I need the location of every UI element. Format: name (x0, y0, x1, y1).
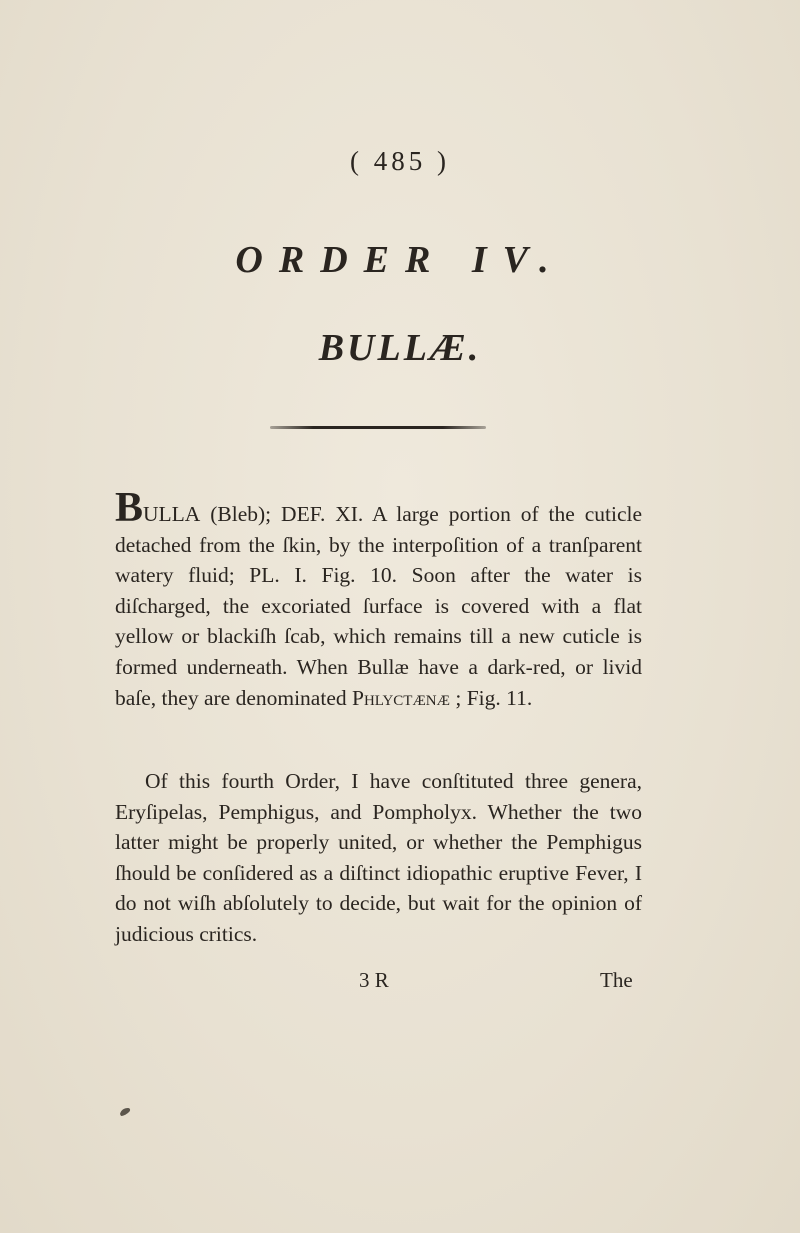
section-heading: BULLÆ. (318, 327, 482, 369)
definition-text-end: ; Fig. 11. (449, 685, 533, 710)
order-heading: ORDER IV. (235, 239, 565, 281)
ornamental-rule (270, 426, 486, 429)
definition-text: (Bleb); DEF. XI. A large portion of the cuticle detached from the ſkin, by the interpoſition of a tranſparent watery fluid; PL. I. Fig. 10. Soon after the water is diſcharged, the excoriated ſurface is covered with a flat yellow or blackiſh ſcab, which remains till a new cuticle is formed underneath. When Bullæ have a dark-red, or livid baſe, they are denominated (115, 502, 642, 710)
page-number: ( 485 ) (350, 146, 450, 176)
signature-mark: 3 R (359, 968, 389, 992)
drop-cap: B (115, 485, 144, 531)
catchword: The (600, 968, 633, 992)
lead-word-rest: ULLA (143, 502, 201, 526)
definition-paragraph (115, 485, 642, 713)
order-description-paragraph: Of this fourth Order, I have conſtituted three genera, Eryſipelas, Pemphigus, and Pompholyx. Whether the two latter might be properly united, or whether the Pemphigus ſhould be conſidered as a diſtinct idiopathic eruptive Fever, I do not wiſh abſolutely to decide, but wait for the opinion of judicious critics. (115, 769, 642, 946)
ink-blot-icon (118, 1105, 132, 1119)
term-phlyctaenae: Phlyctænæ (352, 685, 450, 710)
